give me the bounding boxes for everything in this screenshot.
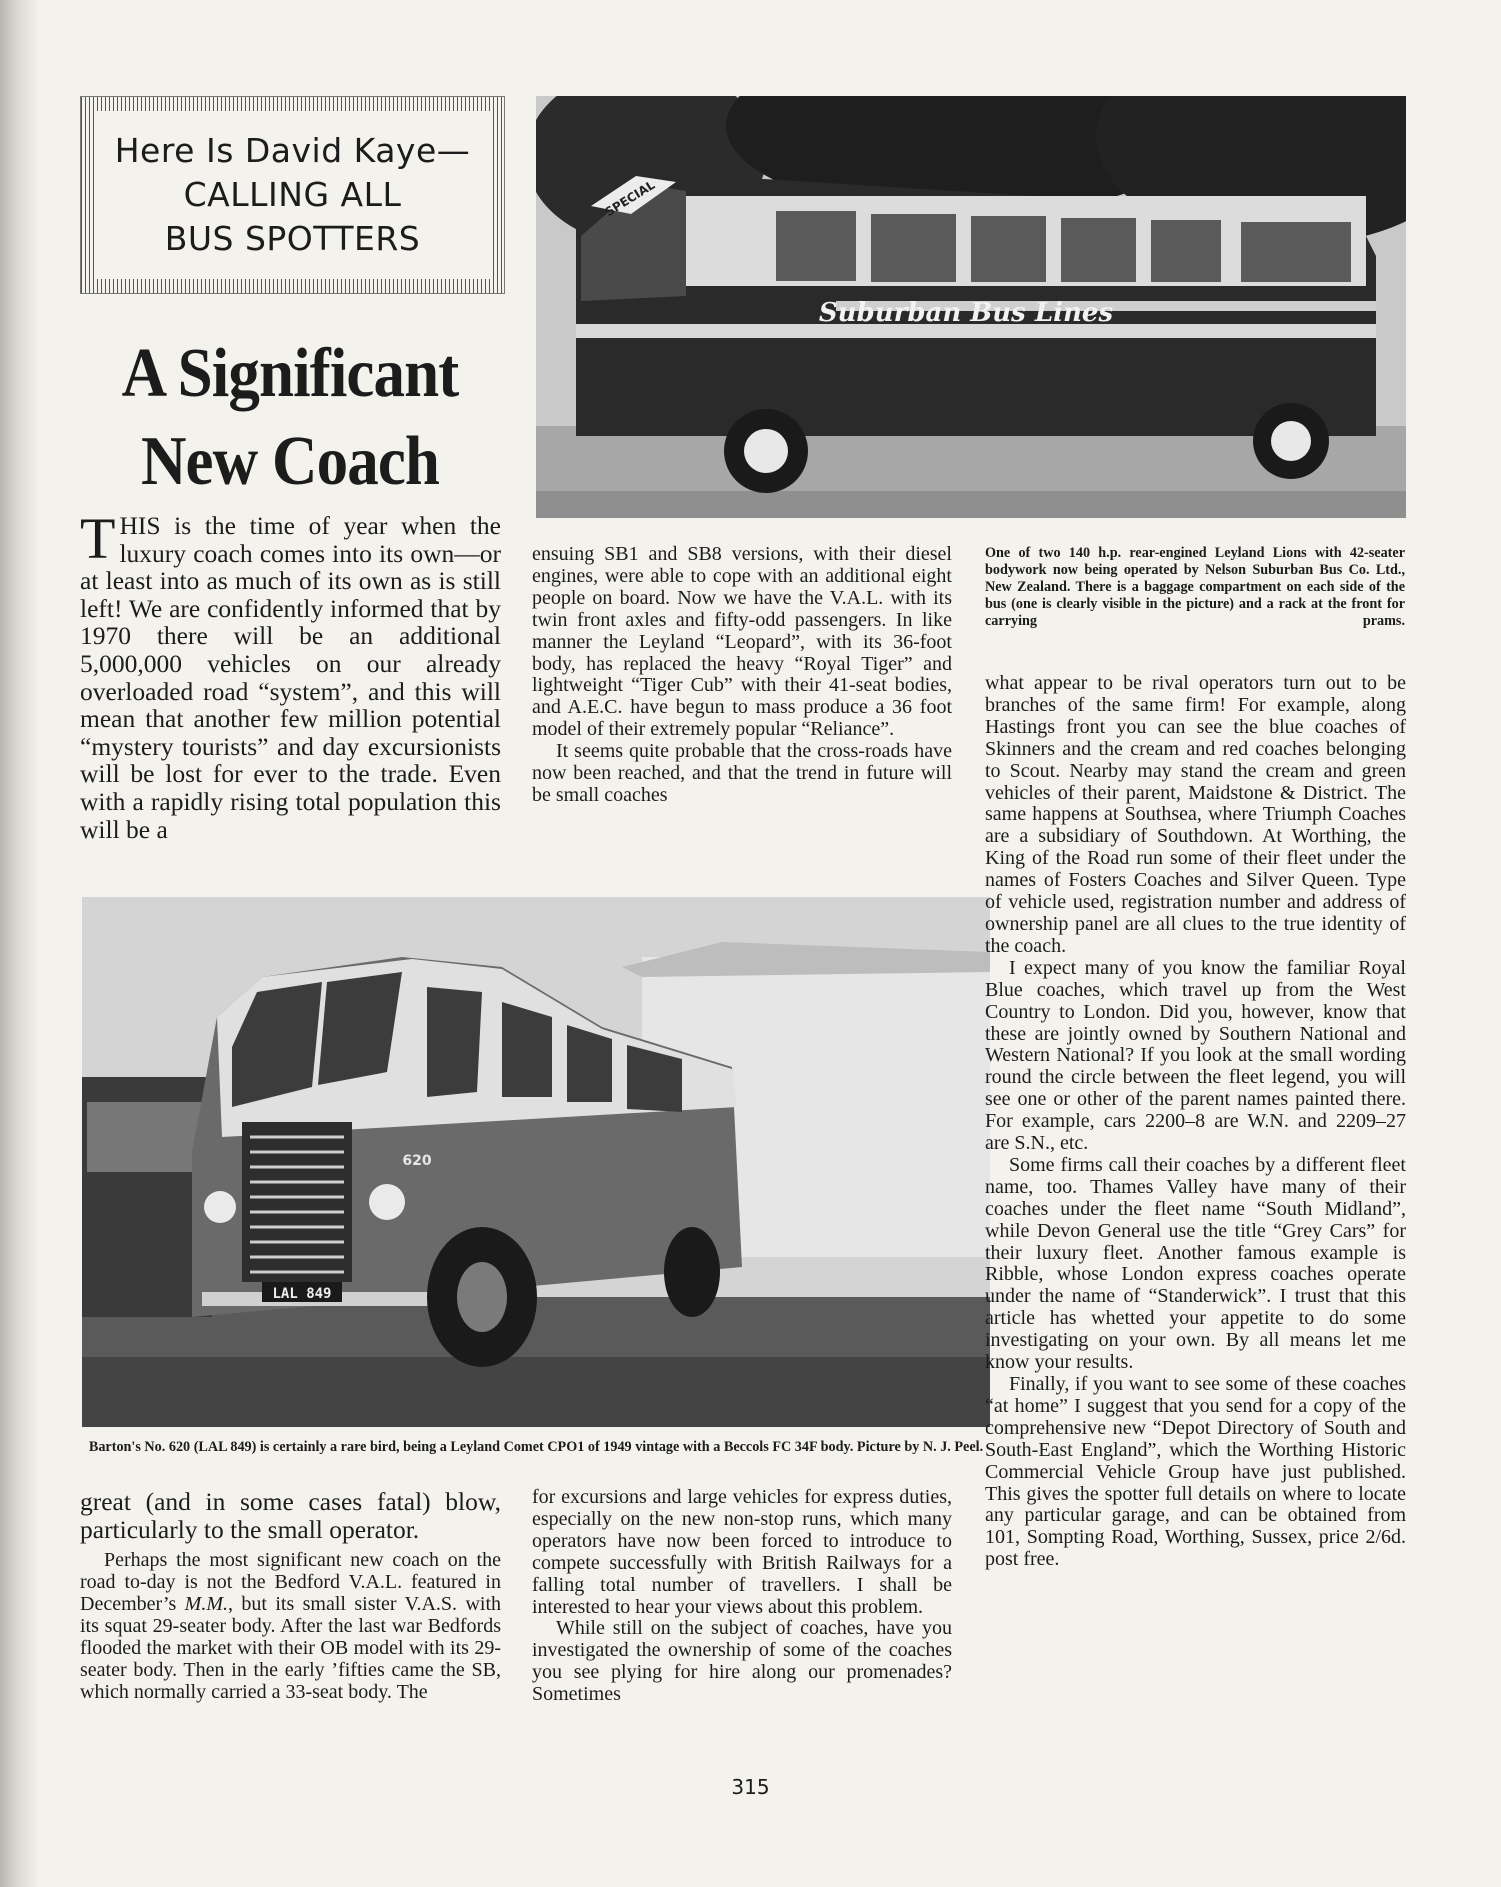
article-column-2-lower [532,1487,952,1706]
article-headline [101,330,479,506]
article-paragraph: It seems quite probable that the cross-roads have now been reached, and that the trend in future will be small coaches [532,740,952,806]
paragraph-text: Perhaps the most significant new coach on the road to-day is not the Bedford V.A.L. featured in December’s [80,1549,501,1615]
article-paragraph: Finally, if you want to see some of these coaches “at home” I suggest that you send for a copy of the comprehensive new “Depot Directory of South and South-East England”, which the Worthing Historic Commercial Vehicle Group have just published. This gives the spotter full details on where to locate any particular garage, and can be obtained from 101, Sompting Road, Worthing, Sussex, price 2/6d. post free. [985,1373,1406,1571]
article-column-1-lower [80,1488,501,1704]
headline-line-2: New Coach [140,423,440,500]
article-paragraph [80,1550,501,1703]
article-paragraph: HIS is the time of year when the luxury coach comes into its own—or at least into as much of its own as is still left! We are confidently informed that by 1970 there will be an additional 5,000,000 vehicles on our already overloaded road “system”, and this will mean that another few million potential “mystery tourists” and day excursionists will be lost for ever to the trade. Even with a rapidly rising total population this will be a [80,511,501,844]
article-paragraph: I expect many of you know the familiar Royal Blue coaches, which travel up from the West Country to London. Did you, however, know that these are jointly owned by Southern National and Western National? If you look at the small wording round the circle between the fleet legend, you will see one or other of the parent names painted there. For example, cars 2200–8 are W.N. and 2209–27 are S.N., etc. [985,956,1406,1155]
header-line-2: BUS SPOTTERS [164,219,421,258]
series-header-box [80,96,505,294]
article-column-2-upper [532,544,952,807]
header-line-1: CALLING ALL [183,175,402,214]
article-column-3 [985,673,1406,1571]
magazine-abbreviation: M.M. [184,1593,228,1615]
series-header-text [95,111,490,279]
photo-leyland-lion-bus [536,96,1406,518]
article-column-1-upper [80,506,501,844]
bus-fleet-name: Suburban Bus Lines [818,298,1114,328]
page-number: 315 [731,1775,770,1799]
paragraph-text: , but its small sister V.A.S. with its squat 29-seater body. After the last war Bedfords flooded the market with their OB model with its 29-seater body. Then in the early ’fifties came the SB, which normally carried a 33-seat body. The [80,1593,501,1703]
article-paragraph: ensuing SB1 and SB8 versions, with their diesel engines, were able to cope with an additional eight people on board. Now we have the V.A.L. with its twin front axles and fifty-odd passengers. In like manner the Leyland “Leopard”, with its 36-foot body, has replaced the heavy “Royal Tiger” and lightweight “Tiger Cub” with their 41-seat bodies, and A.E.C. have begun to mass produce a 36 foot model of their extremely popular “Reliance”. [532,543,952,741]
headline-line-1: A Significant [121,335,459,412]
bus-destination-board: SPECIAL [602,177,658,220]
article-paragraph: While still on the subject of coaches, have you investigated the ownership of some of the coaches you see plying for hire along our promenades? Sometimes [532,1617,952,1706]
photo-top-caption: One of two 140 h.p. rear-engined Leyland Lions with 42-seater bodywork now being operated by Nelson Suburban Bus Co. Ltd., New Zealand. There is a baggage compartment on each side of the bus (one is clearly visible in the picture) and a rack at the front for carrying prams. [985,545,1405,629]
dropcap-letter: T [80,506,116,571]
page-gutter-shadow [0,0,40,1887]
article-paragraph: Some firms call their coaches by a different fleet name, too. Thames Valley have many of their coaches under the fleet name “South Midland”, while Devon General use the title “Grey Cars” for their luxury fleet. Another famous example is Ribble, whose London express coaches operate under the name of “Standerwick”. I trust that this article has whetted your appetite to do some investigating on your own. By all means let me know your results. [985,1153,1406,1374]
article-paragraph: for excursions and large vehicles for express duties, especially on the new non-stop runs, which many operators have now been forced to introduce to compete successfully with British Railways for a falling total number of travellers. I shall be interested to hear your views about this problem. [532,1486,952,1618]
header-kicker: Here Is David Kaye— [114,131,471,170]
coach-registration-plate: LAL 849 [272,1286,332,1302]
coach-fleet-number: 620 [402,1153,432,1169]
article-paragraph: great (and in some cases fatal) blow, particularly to the small operator. [80,1487,501,1544]
photo-mid-caption: Barton's No. 620 (LAL 849) is certainly a rare bird, being a Leyland Comet CPO1 of 1949 vintage with a Beccols FC 34F body. Picture by N. J. Peel. [88,1439,984,1455]
photo-leyland-comet-coach [82,897,990,1427]
article-paragraph: what appear to be rival operators turn out to be branches of the same firm! For example, along Hastings front you can see the blue coaches of Skinners and the cream and red coaches belonging to Scout. Nearby may stand the cream and green vehicles of their parent, Maidstone & District. The same happens at Southsea, where Triumph Coaches are a subsidiary of Southdown. At Worthing, the King of the Road run some of their fleet under the names of Fosters Coaches and Silver Queen. Type of vehicle used, registration number and address of ownership panel are all clues to the true identity of the coach. [985,672,1406,957]
